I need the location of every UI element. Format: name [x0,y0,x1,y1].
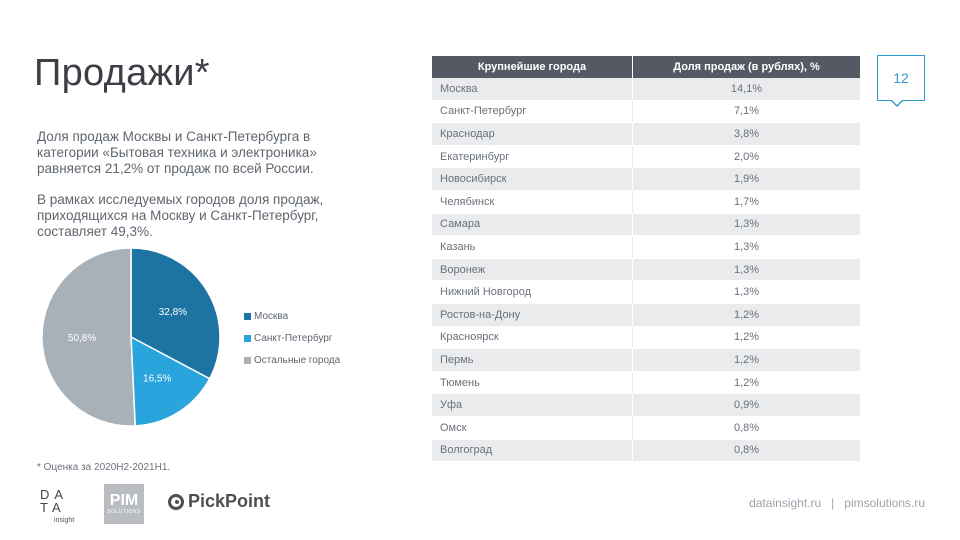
share-cell: 1,3% [633,213,861,236]
pickpoint-logo-text: PickPoint [188,491,271,511]
share-cell: 3,8% [633,123,861,146]
table-row [432,236,860,259]
share-cell: 1,2% [633,326,861,349]
share-cell: 0,9% [633,394,861,417]
city-cell: Воронеж [432,258,633,281]
city-cell: Нижний Новгород [432,281,633,304]
city-cell: Волгоград [432,439,633,462]
pim-logo-sub: SOLUTIONS [107,509,141,515]
city-cell: Омск [432,416,633,439]
city-cell: Казань [432,236,633,259]
table-row [432,326,860,349]
table-row [432,281,860,304]
pie-data-label: 32,8% [158,306,188,318]
legend-label: Остальные города [254,354,341,366]
pie-data-label: 16,5% [143,373,172,385]
legend-swatch [244,357,251,364]
pickpoint-mark-icon [168,494,184,510]
pim-logo-main: PIM [109,492,139,509]
share-cell: 1,3% [633,281,861,304]
city-cell: Уфа [432,394,633,417]
city-cell: Самара [432,213,633,236]
table-row [432,123,860,146]
table-row [432,78,860,100]
table-row [432,416,860,439]
datainsight-logo-line2: TA [40,500,66,515]
website-links: datainsight.ru | pimsolutions.ru [749,496,925,510]
city-cell: Пермь [432,349,633,372]
share-cell: 0,8% [633,416,861,439]
table-row [432,303,860,326]
page-number-badge: 12 [877,55,925,101]
table-row [432,145,860,168]
summary-paragraph-1: Доля продаж Москвы и Санкт-Петербурга в категории «Бытовая техника и электроника» равняется 21,2% от продаж по всей России. [37,129,317,176]
legend-item [244,327,340,349]
share-cell: 2,0% [633,145,861,168]
datainsight-logo-line1: DA [40,487,69,502]
table-row [432,394,860,417]
datainsight-logo [40,488,88,524]
city-cell: Ростов-на-Дону [432,303,633,326]
share-cell: 0,8% [633,439,861,462]
table-row [432,168,860,191]
table-row [432,100,860,123]
city-cell: Челябинск [432,190,633,213]
share-cell: 1,3% [633,236,861,259]
share-cell: 1,2% [633,349,861,372]
table-row [432,213,860,236]
city-cell: Санкт-Петербург [432,100,633,123]
cities-sales-table [432,56,860,462]
page-title: Продажи* [34,52,210,94]
table-header-row [432,56,860,78]
share-cell: 1,9% [633,168,861,191]
city-cell: Новосибирск [432,168,633,191]
pie-data-label: 50,8% [67,333,97,345]
footnote: * Оценка за 2020H2-2021H1. [37,462,171,473]
city-cell: Екатеринбург [432,145,633,168]
summary-paragraph-2: В рамках исследуемых городов доля продаж, приходящихся на Москву и Санкт-Петербург, составляет 49,3%. [37,192,324,239]
legend-swatch [244,335,251,342]
share-cell: 1,2% [633,371,861,394]
city-cell: Тюмень [432,371,633,394]
column-header-share: Доля продаж (в рублях), % [633,56,861,78]
legend-label: Санкт-Петербург [254,332,333,344]
legend-item [244,349,340,371]
legend-label: Москва [254,310,289,322]
page-badge-tail-inner [891,99,903,105]
table-row [432,439,860,462]
pim-solutions-logo [104,484,144,524]
legend-item [244,305,340,327]
pie-legend [244,305,340,371]
sales-share-pie-chart [30,240,230,440]
share-cell: 14,1% [633,78,861,100]
share-cell: 1,2% [633,303,861,326]
pickpoint-logo [168,491,270,512]
share-cell: 7,1% [633,100,861,123]
share-cell: 1,7% [633,190,861,213]
city-cell: Москва [432,78,633,100]
table-row [432,349,860,372]
column-header-city: Крупнейшие города [432,56,633,78]
datainsight-logo-sub: insight [54,517,75,524]
table-row [432,190,860,213]
table-row [432,258,860,281]
legend-swatch [244,313,251,320]
table-row [432,371,860,394]
city-cell: Красноярск [432,326,633,349]
share-cell: 1,3% [633,258,861,281]
city-cell: Краснодар [432,123,633,146]
